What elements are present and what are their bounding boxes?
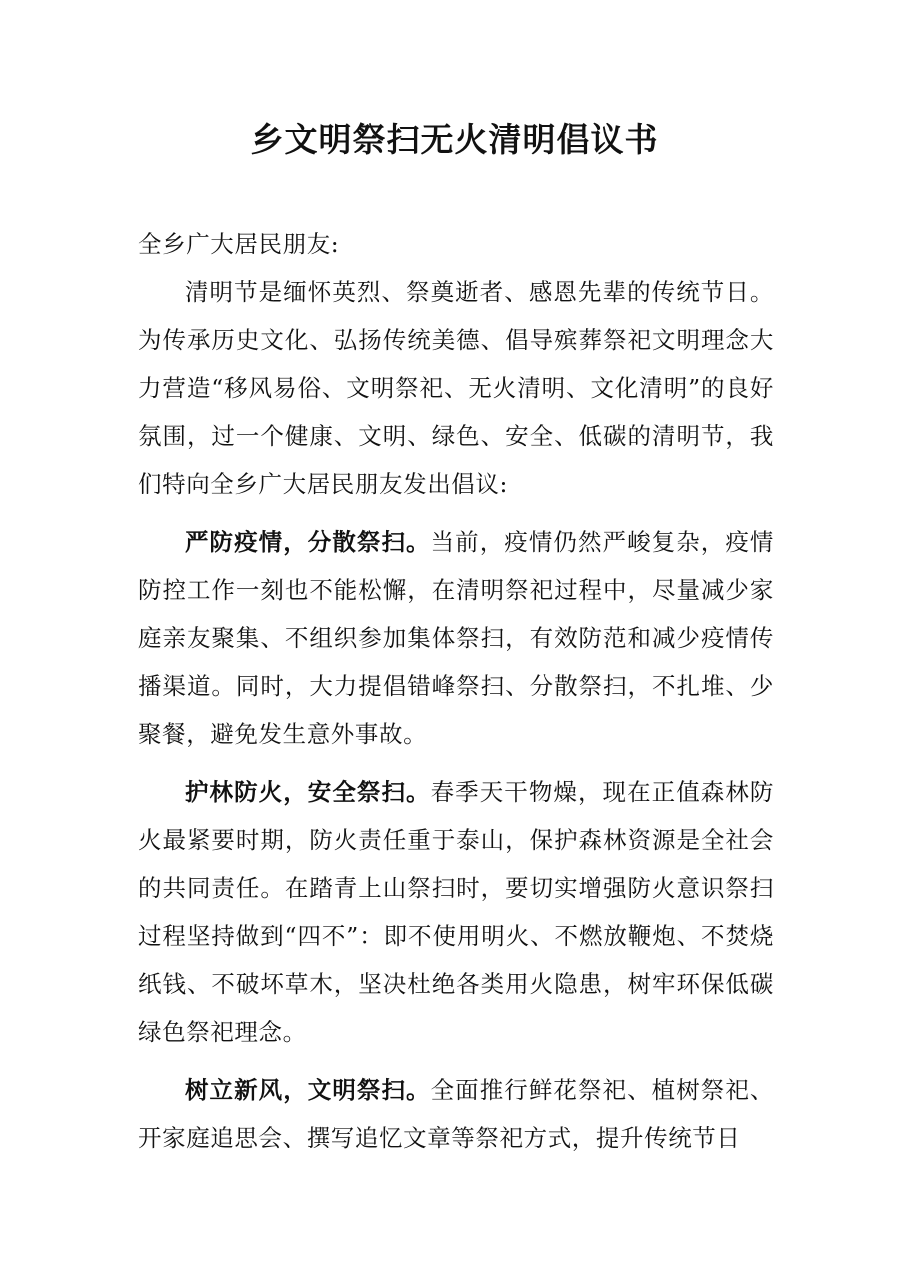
section-text-2: 春季天干物燥，现在正值森林防火最紧要时期，防火责任重于泰山，保护森林资源是全社会的共同责任。在踏青上山祭扫时，要切实增强防火意识祭扫过程坚持做到“四不”：即不使用明火、不燃放鞭炮、不焚烧纸钱、不破坏草木，坚决杜绝各类用火隐患，树牢环保低碳绿色祭祀理念。 — [138, 778, 774, 1046]
section-heading-3: 树立新风，文明祭扫。 — [185, 1076, 431, 1104]
intro-paragraph: 清明节是缅怀英烈、祭奠逝者、感恩先辈的传统节日。为传承历史文化、弘扬传统美德、倡导殡葬祭祀文明理念大力营造“移风易俗、文明祭祀、无火清明、文化清明”的良好氛围，过一个健康、文明、绿色、安全、低碳的清明节，我们特向全乡广大居民朋友发出倡议: — [138, 278, 774, 498]
section-heading-2: 护林防火，安全祭扫。 — [185, 778, 431, 806]
section-text-1: 当前，疫情仍然严峻复杂，疫情防控工作一刻也不能松懈，在清明祭祀过程中，尽量减少家庭亲友聚集、不组织参加集体祭扫，有效防范和减少疫情传播渠道。同时，大力提倡错峰祭扫、分散祭扫，不扎堆、少聚餐，避免发生意外事故。 — [138, 528, 774, 748]
document-body — [138, 220, 774, 1162]
document-title: 乡文明祭扫无火清明倡议书 — [250, 120, 659, 159]
section-text-3: 全面推行鲜花祭祀、植树祭祀、开家庭追思会、撰写追忆文章等祭祀方式，提升传统节日 — [138, 1076, 774, 1152]
section-paragraph-3 — [138, 1066, 774, 1162]
section-paragraph-2 — [138, 768, 774, 1056]
section-paragraph-1 — [138, 518, 774, 758]
salutation: 全乡广大居民朋友: — [138, 230, 340, 258]
section-heading-1: 严防疫情，分散祭扫。 — [185, 528, 431, 556]
